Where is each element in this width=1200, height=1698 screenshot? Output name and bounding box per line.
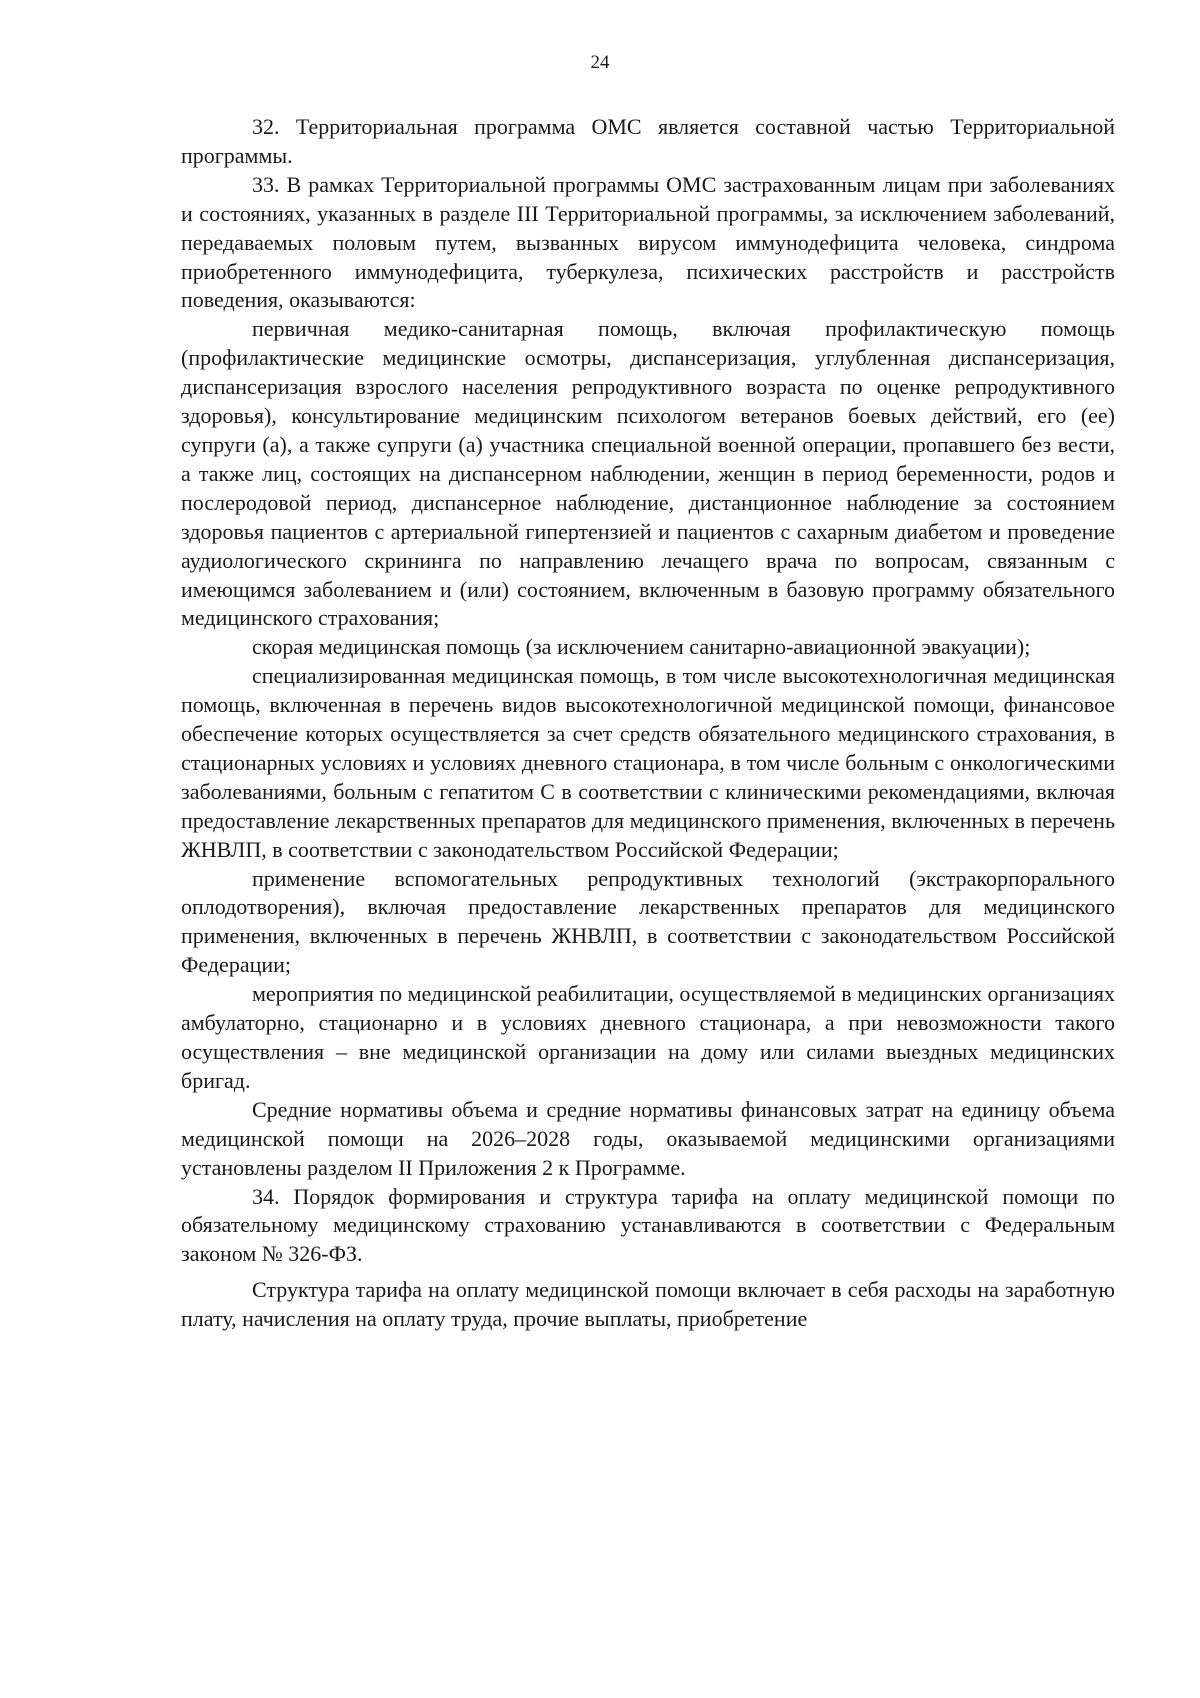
paragraph-33: 33. В рамках Территориальной программы ОМС застрахованным лицам при заболеваниях и состояниях, указанных в разделе III Территориальной программы, за исключением заболеваний, передаваемых половым путем, вызванных вирусом иммунодефицита человека, синдрома приобретенного иммунодефицита, туберкулеза, психических расстройств и расстройств поведения, оказываются: xyxy=(181,171,1115,313)
paragraph-average-norms: Средние нормативы объема и средние нормативы финансовых затрат на единицу объема медицинской помощи на 2026–2028 годы, оказываемой медицинскими организациями установлены разделом II Приложения 2 к Программе. xyxy=(181,1096,1115,1180)
paragraph-specialized-care: специализированная медицинская помощь, в том числе высокотехнологичная медицинская помощь, включенная в перечень видов высокотехнологичной медицинской помощи, финансовое обеспечение которых осуществляется за счет средств обязательного медицинского страхования, в стационарных условиях и условиях дневного стационара, в том числе больным с онкологическими заболеваниями, больным с гепатитом С в соответствии с клиническими рекомендациями, включая предоставление лекарственных препаратов для медицинского применения, включенных в перечень ЖНВЛП, в соответствии с законодательством Российской Федерации; xyxy=(181,663,1115,862)
paragraph-tariff-structure: Структура тарифа на оплату медицинской помощи включает в себя расходы на заработную плату, начисления на оплату труда, прочие выплаты, приобретение xyxy=(181,1277,1115,1332)
document-body xyxy=(181,113,1115,1334)
paragraph-emergency-care: скорая медицинская помощь (за исключением санитарно-авиационной эвакуации); xyxy=(252,634,1031,660)
paragraph-34: 34. Порядок формирования и структура тарифа на оплату медицинской помощи по обязательному медицинскому страхованию устанавливаются в соответствии с Федеральным законом № 326-ФЗ. xyxy=(181,1183,1115,1267)
paragraph-primary-care: первичная медико-санитарная помощь, включая профилактическую помощь (профилактические медицинские осмотры, диспансеризация, углубленная диспансеризация, диспансеризация взрослого населения репродуктивного возраста по оценке репродуктивного здоровья), консультирование медицинским психологом ветеранов боевых действий, его (ее) супруги (а), а также супруги (а) участника специальной военной операции, пропавшего без вести, а также лиц, состоящих на диспансерном наблюдении, женщин в период беременности, родов и послеродовой период, диспансерное наблюдение, дистанционное наблюдение за состоянием здоровья пациентов с артериальной гипертензией и пациентов с сахарным диабетом и проведение аудиологического скрининга по направлению лечащего врача по вопросам, связанным с имеющимся заболеванием и (или) состоянием, включенным в базовую программу обязательного медицинского страхования; xyxy=(181,316,1115,631)
paragraph-reproductive-technologies: применение вспомогательных репродуктивных технологий (экстракорпорального оплодотворения), включая предоставление лекарственных препаратов для медицинского применения, включенных в перечень ЖНВЛП, в соответствии с законодательством Российской Федерации; xyxy=(181,865,1115,978)
paragraph-32: 32. Территориальная программа ОМС является составной частью Территориальной программы. xyxy=(181,114,1115,168)
paragraph-rehabilitation: мероприятия по медицинской реабилитации, осуществляемой в медицинских организациях амбулаторно, стационарно и в условиях дневного стационара, а при невозможности такого осуществления – вне медицинской организации на дому или силами выездных медицинских бригад. xyxy=(181,981,1115,1093)
page-number: 24 xyxy=(590,52,610,73)
